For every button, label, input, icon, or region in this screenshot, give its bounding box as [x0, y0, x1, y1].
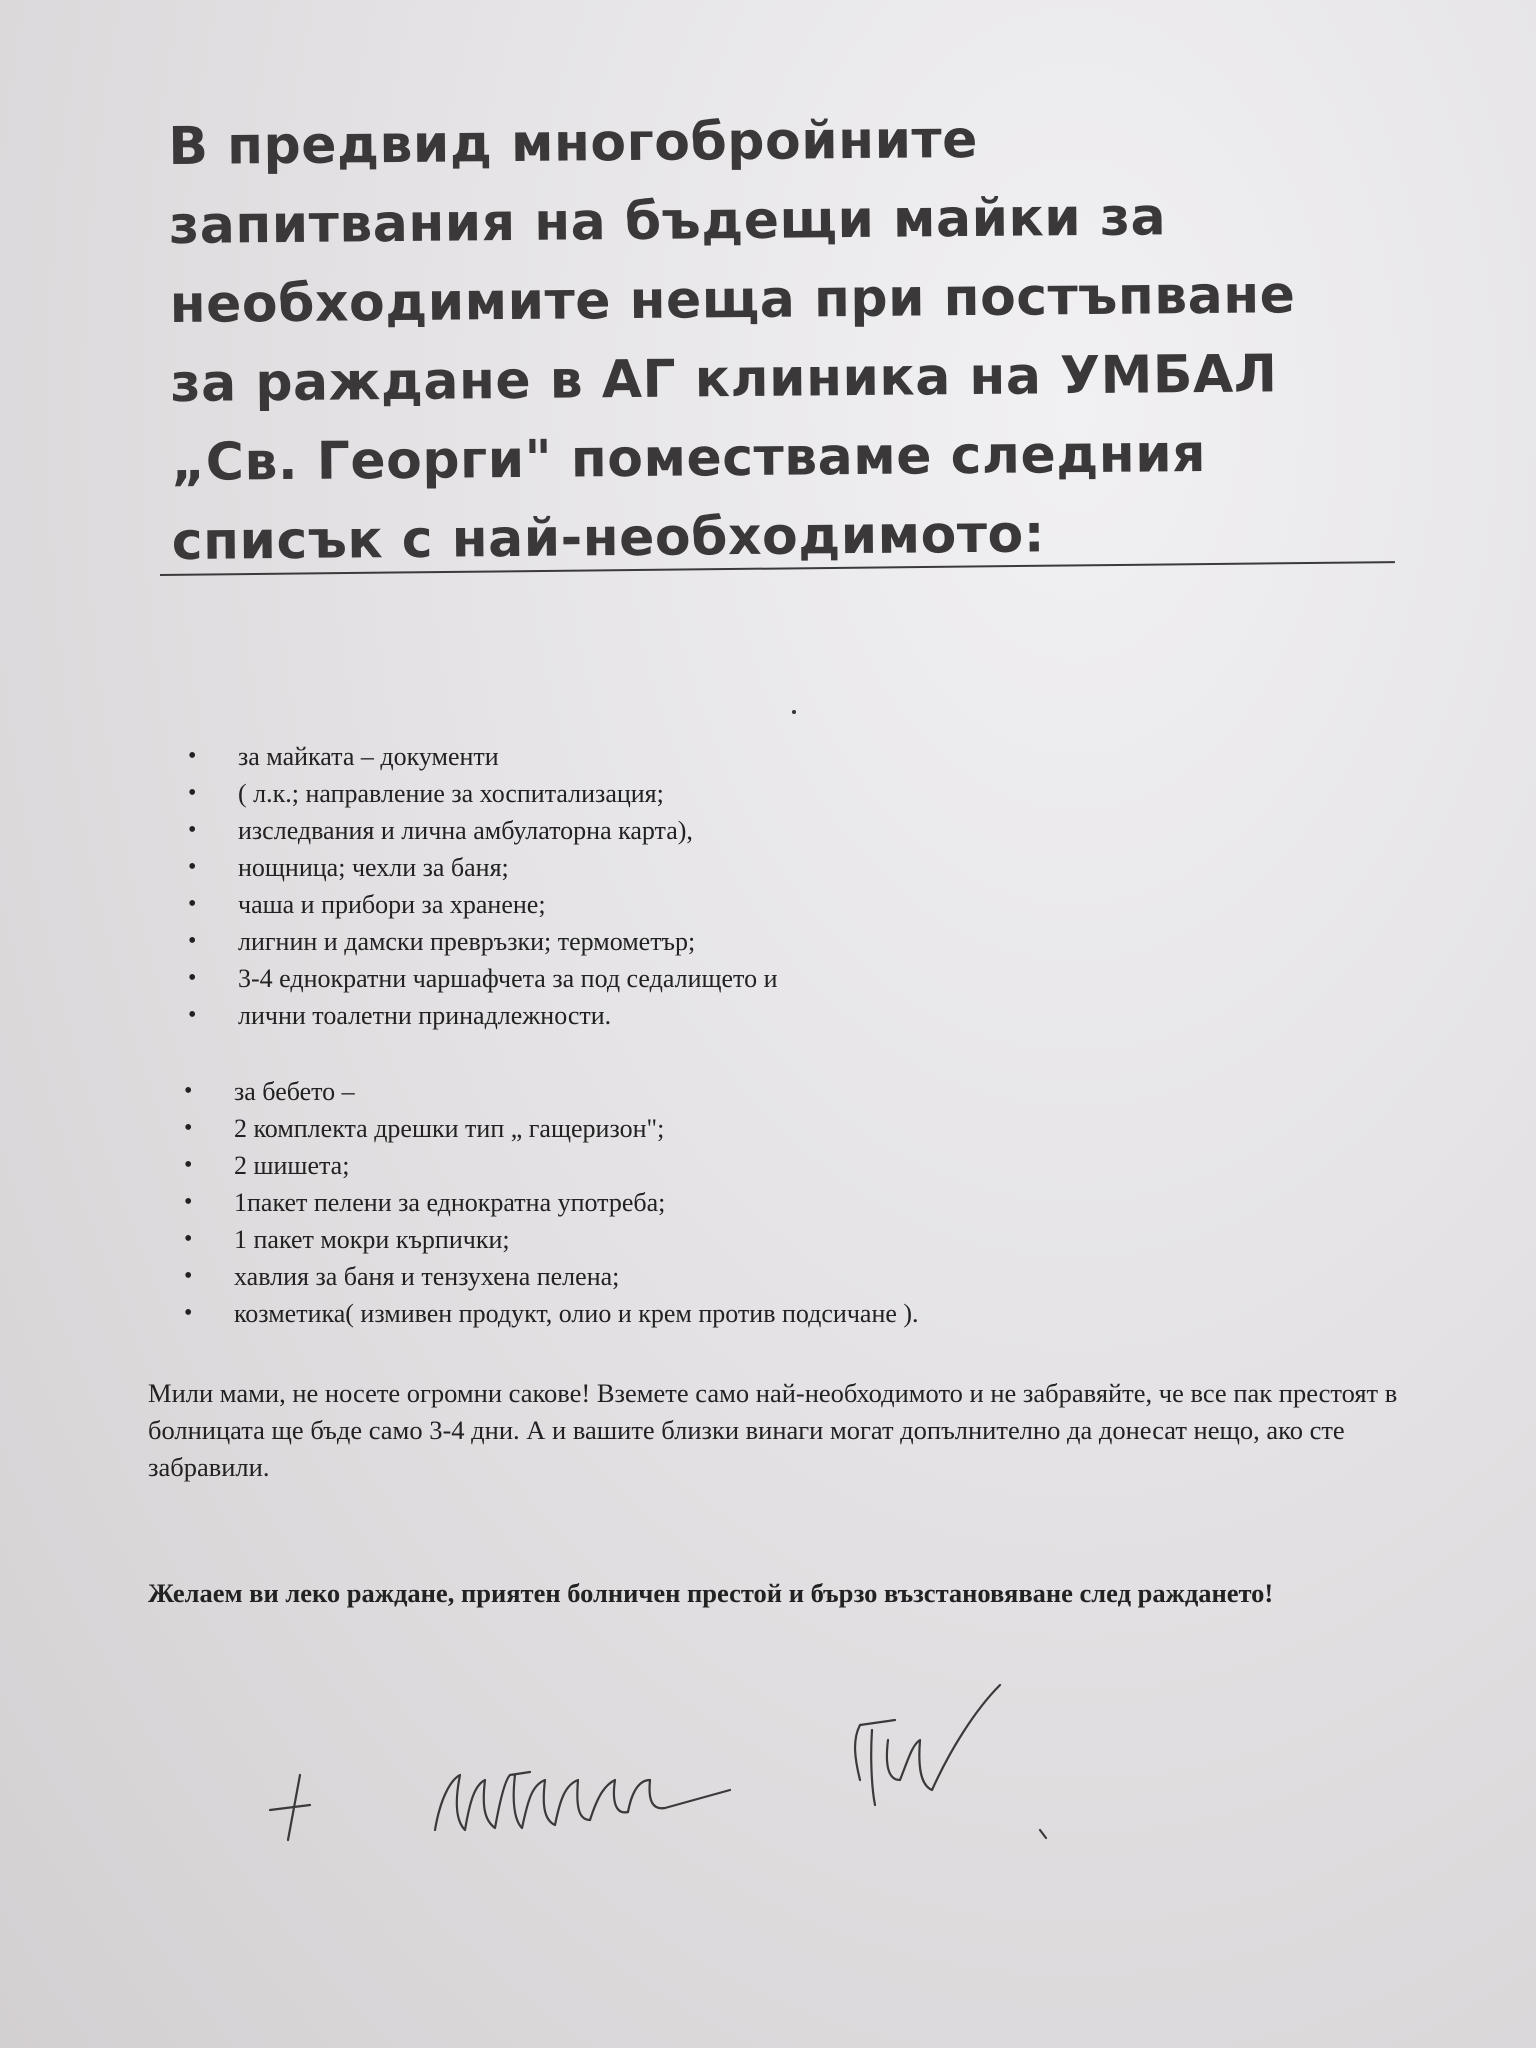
list-item: • 1 пакет мокри кърпички;: [184, 1221, 919, 1258]
title-line: списък с най-необходимото:: [171, 504, 1046, 572]
note-paragraph: Мили мами, не носете огромни сакове! Вземете само най-необходимото и не забравяйте, че все пак престоят в болницата ще бъде само 3-4 дни. А и вашите близки винаги могат допълнително да донесат нещо, ако сте забравили.: [148, 1378, 1398, 1482]
baby-list: [184, 1073, 919, 1332]
list-item: • ( л.к.; направление за хоспитализация;: [188, 775, 778, 812]
list-item: • хавлия за баня и тензухена пелена;: [184, 1258, 919, 1295]
list-item: • за майката – документи: [188, 738, 778, 775]
list-item: • изследвания и лична амбулаторна карта),: [188, 812, 778, 849]
list-item: • лигнин и дамски превръзки; термометър;: [188, 923, 778, 960]
list-item: • козметика( измивен продукт, олио и крем против подсичане ).: [184, 1295, 919, 1332]
list-item: • лични тоалетни принадлежности.: [188, 997, 778, 1034]
list-item: • за бебето –: [184, 1073, 919, 1110]
title-line: запитвания на бъдещи майки за: [168, 187, 1167, 256]
list-item: • 2 комплекта дрешки тип „ гащеризон";: [184, 1110, 919, 1147]
page-title: [168, 97, 1422, 582]
list-item: • 2 шишета;: [184, 1147, 919, 1184]
speck: [792, 710, 796, 714]
list-item: • 1пакет пелени за еднократна употреба;: [184, 1184, 919, 1221]
handwritten-note: [260, 1680, 1060, 1860]
mother-list: [188, 738, 778, 1034]
title-line: В предвид многобройните: [168, 109, 979, 177]
list-item: • нощница; чехли за баня;: [188, 849, 778, 886]
wish-paragraph: Желаем ви леко раждане, приятен болничен престой и бързо възстановяване след раждането!: [148, 1578, 1274, 1608]
title-line: за раждане в АГ клиника на УМБАЛ: [170, 344, 1278, 414]
title-line: необходимите неща при постъпване: [169, 265, 1296, 335]
list-item: • чаша и прибори за хранене;: [188, 886, 778, 923]
title-line: „Св. Георги" поместваме следния: [170, 423, 1207, 493]
list-item: • 3-4 еднократни чаршафчета за под седалището и: [188, 960, 778, 997]
